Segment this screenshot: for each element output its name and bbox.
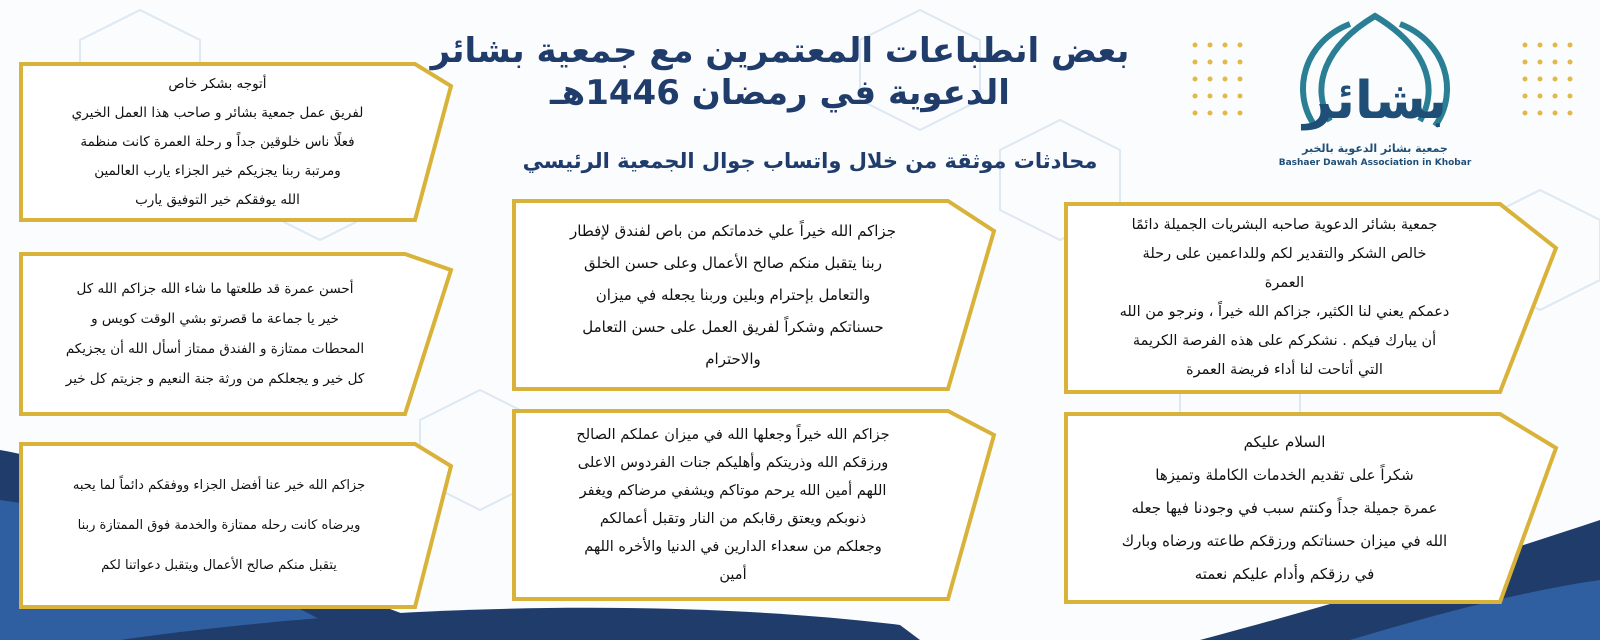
card-line: كل خير و يجعلكم من ورثة جنة النعيم و جزيتم كل خير — [65, 371, 365, 387]
page-subtitle: محادثات موثقة من خلال واتساب جوال الجمعية الرئيسي — [522, 149, 1098, 173]
card-line: جمعية بشائر الدعوية صاحبه البشريات الجميلة دائمًا — [1131, 217, 1438, 233]
card-line: والتعامل بإحترام وبلين وربنا يجعله في ميزان — [595, 286, 871, 304]
card-line: جزاكم الله خيراً وجعلها الله في ميزان عملكم الصالح — [576, 427, 890, 443]
logo-english-subtitle: Bashaer Dawah Association in Khobar — [1278, 158, 1472, 168]
testimonial-card-center-bottom — [508, 405, 998, 605]
card-line: فعلًا ناس خلوقين جداً و رحلة العمرة كانت منظمة — [80, 133, 355, 150]
card-line: ذنوبكم ويعتق رقابكم من النار وتقبل أعمالكم — [599, 511, 867, 527]
card-line: السلام عليكم — [1243, 432, 1326, 451]
card-text — [523, 205, 943, 385]
card-line: الله يوفقكم خير التوفيق يارب — [135, 191, 300, 208]
card-line: عمرة جميلة جداً وكنتم سبب في وجودنا فيها جعله — [1131, 498, 1438, 517]
card-line: العمرة — [1264, 275, 1305, 291]
card-line: والاحترام — [705, 350, 761, 368]
testimonial-card-left-mid — [15, 248, 455, 420]
card-line: لفريق عمل جمعية بشائر و صاحب هذا العمل الخيري — [71, 104, 364, 121]
testimonial-card-right-bottom — [1060, 408, 1560, 608]
card-text — [25, 258, 405, 410]
testimonial-card-left-top — [15, 58, 455, 226]
card-line: جزاكم الله خيراً علي خدماتكم من باص لفندق لإفطار — [570, 222, 896, 240]
card-line: دعمكم يعني لنا الكثير، جزاكم الله خيراً ، ونرجو من الله — [1119, 304, 1450, 320]
card-text — [1072, 418, 1497, 598]
card-text — [523, 415, 943, 595]
card-line: حسناتكم وشكراً لفريق العمل على حسن التعامل — [582, 318, 884, 336]
logo-wordmark: بشائر — [1303, 71, 1447, 131]
testimonial-card-left-bottom — [15, 438, 455, 613]
card-line: يتقبل منكم صالح الأعمال ويتقبل دعواتنا لكم — [101, 557, 337, 573]
card-line: خير يا جماعة ما قصرتو بشي الوقت كويس و — [91, 311, 339, 327]
card-line: ومرتبة ربنا يجزيكم خير الجزاء يارب العالمين — [94, 162, 341, 179]
card-line: ربنا يتقبل منكم صالح الأعمال وعلى حسن الخلق — [584, 254, 882, 272]
card-text — [1072, 208, 1497, 388]
card-line: شكراً على تقديم الخدمات الكاملة وتميزها — [1155, 465, 1414, 484]
card-line: الله في ميزان حسناتكم ورزقكم طاعته ورضاه وبارك — [1121, 531, 1448, 550]
page-title-line-1: بعض انطباعات المعتمرين مع جمعية بشائر — [430, 31, 1130, 71]
card-line: أحسن عمرة قد طلعتها ما شاء الله جزاكم الله كل — [76, 281, 354, 297]
card-line: جزاكم الله خير عنا أفضل الجزاء ووفقكم دائماً لما يحبه — [72, 477, 366, 493]
card-line: وجعلكم من سعداء الدارين في الدنيا والأخره اللهم — [584, 539, 882, 555]
testimonial-card-center-top — [508, 195, 998, 395]
card-line: خالص الشكر والتقدير لكم وللداعمين على رحلة — [1142, 246, 1427, 262]
card-line: ورزقكم الله وذريتكم وأهليكم جنات الفردوس الاعلى — [577, 455, 889, 471]
page-title — [400, 30, 1160, 114]
card-line: في رزقكم وأدام عليكم نعمته — [1194, 564, 1375, 583]
card-line: ويرضاه كانت رحله ممتازة والخدمة فوق الممتازة ربنا — [77, 517, 361, 533]
card-line: التي أتاحت لنا أداء فريضة العمرة — [1186, 362, 1383, 378]
page-title-line-2: الدعوية في رمضان 1446هـ — [550, 73, 1010, 113]
card-line: المحطات ممتازة و الفندق ممتاز أسأل الله أن يجزيكم — [65, 341, 365, 357]
testimonial-card-right-top — [1060, 198, 1560, 398]
card-line: أن يبارك فيكم . نشكركم على هذه الفرصة الكريمة — [1132, 333, 1437, 349]
card-line: أمين — [719, 567, 747, 583]
card-line: اللهم أمين الله يرحم موتاكم ويشفي مرضاكم ويغفر — [579, 483, 887, 499]
card-line: أتوجه بشكر خاص — [168, 75, 267, 92]
card-text — [25, 66, 410, 218]
card-text — [25, 448, 413, 603]
logo-arabic-subtitle: جمعية بشائر الدعوية بالخبر — [1302, 142, 1448, 155]
